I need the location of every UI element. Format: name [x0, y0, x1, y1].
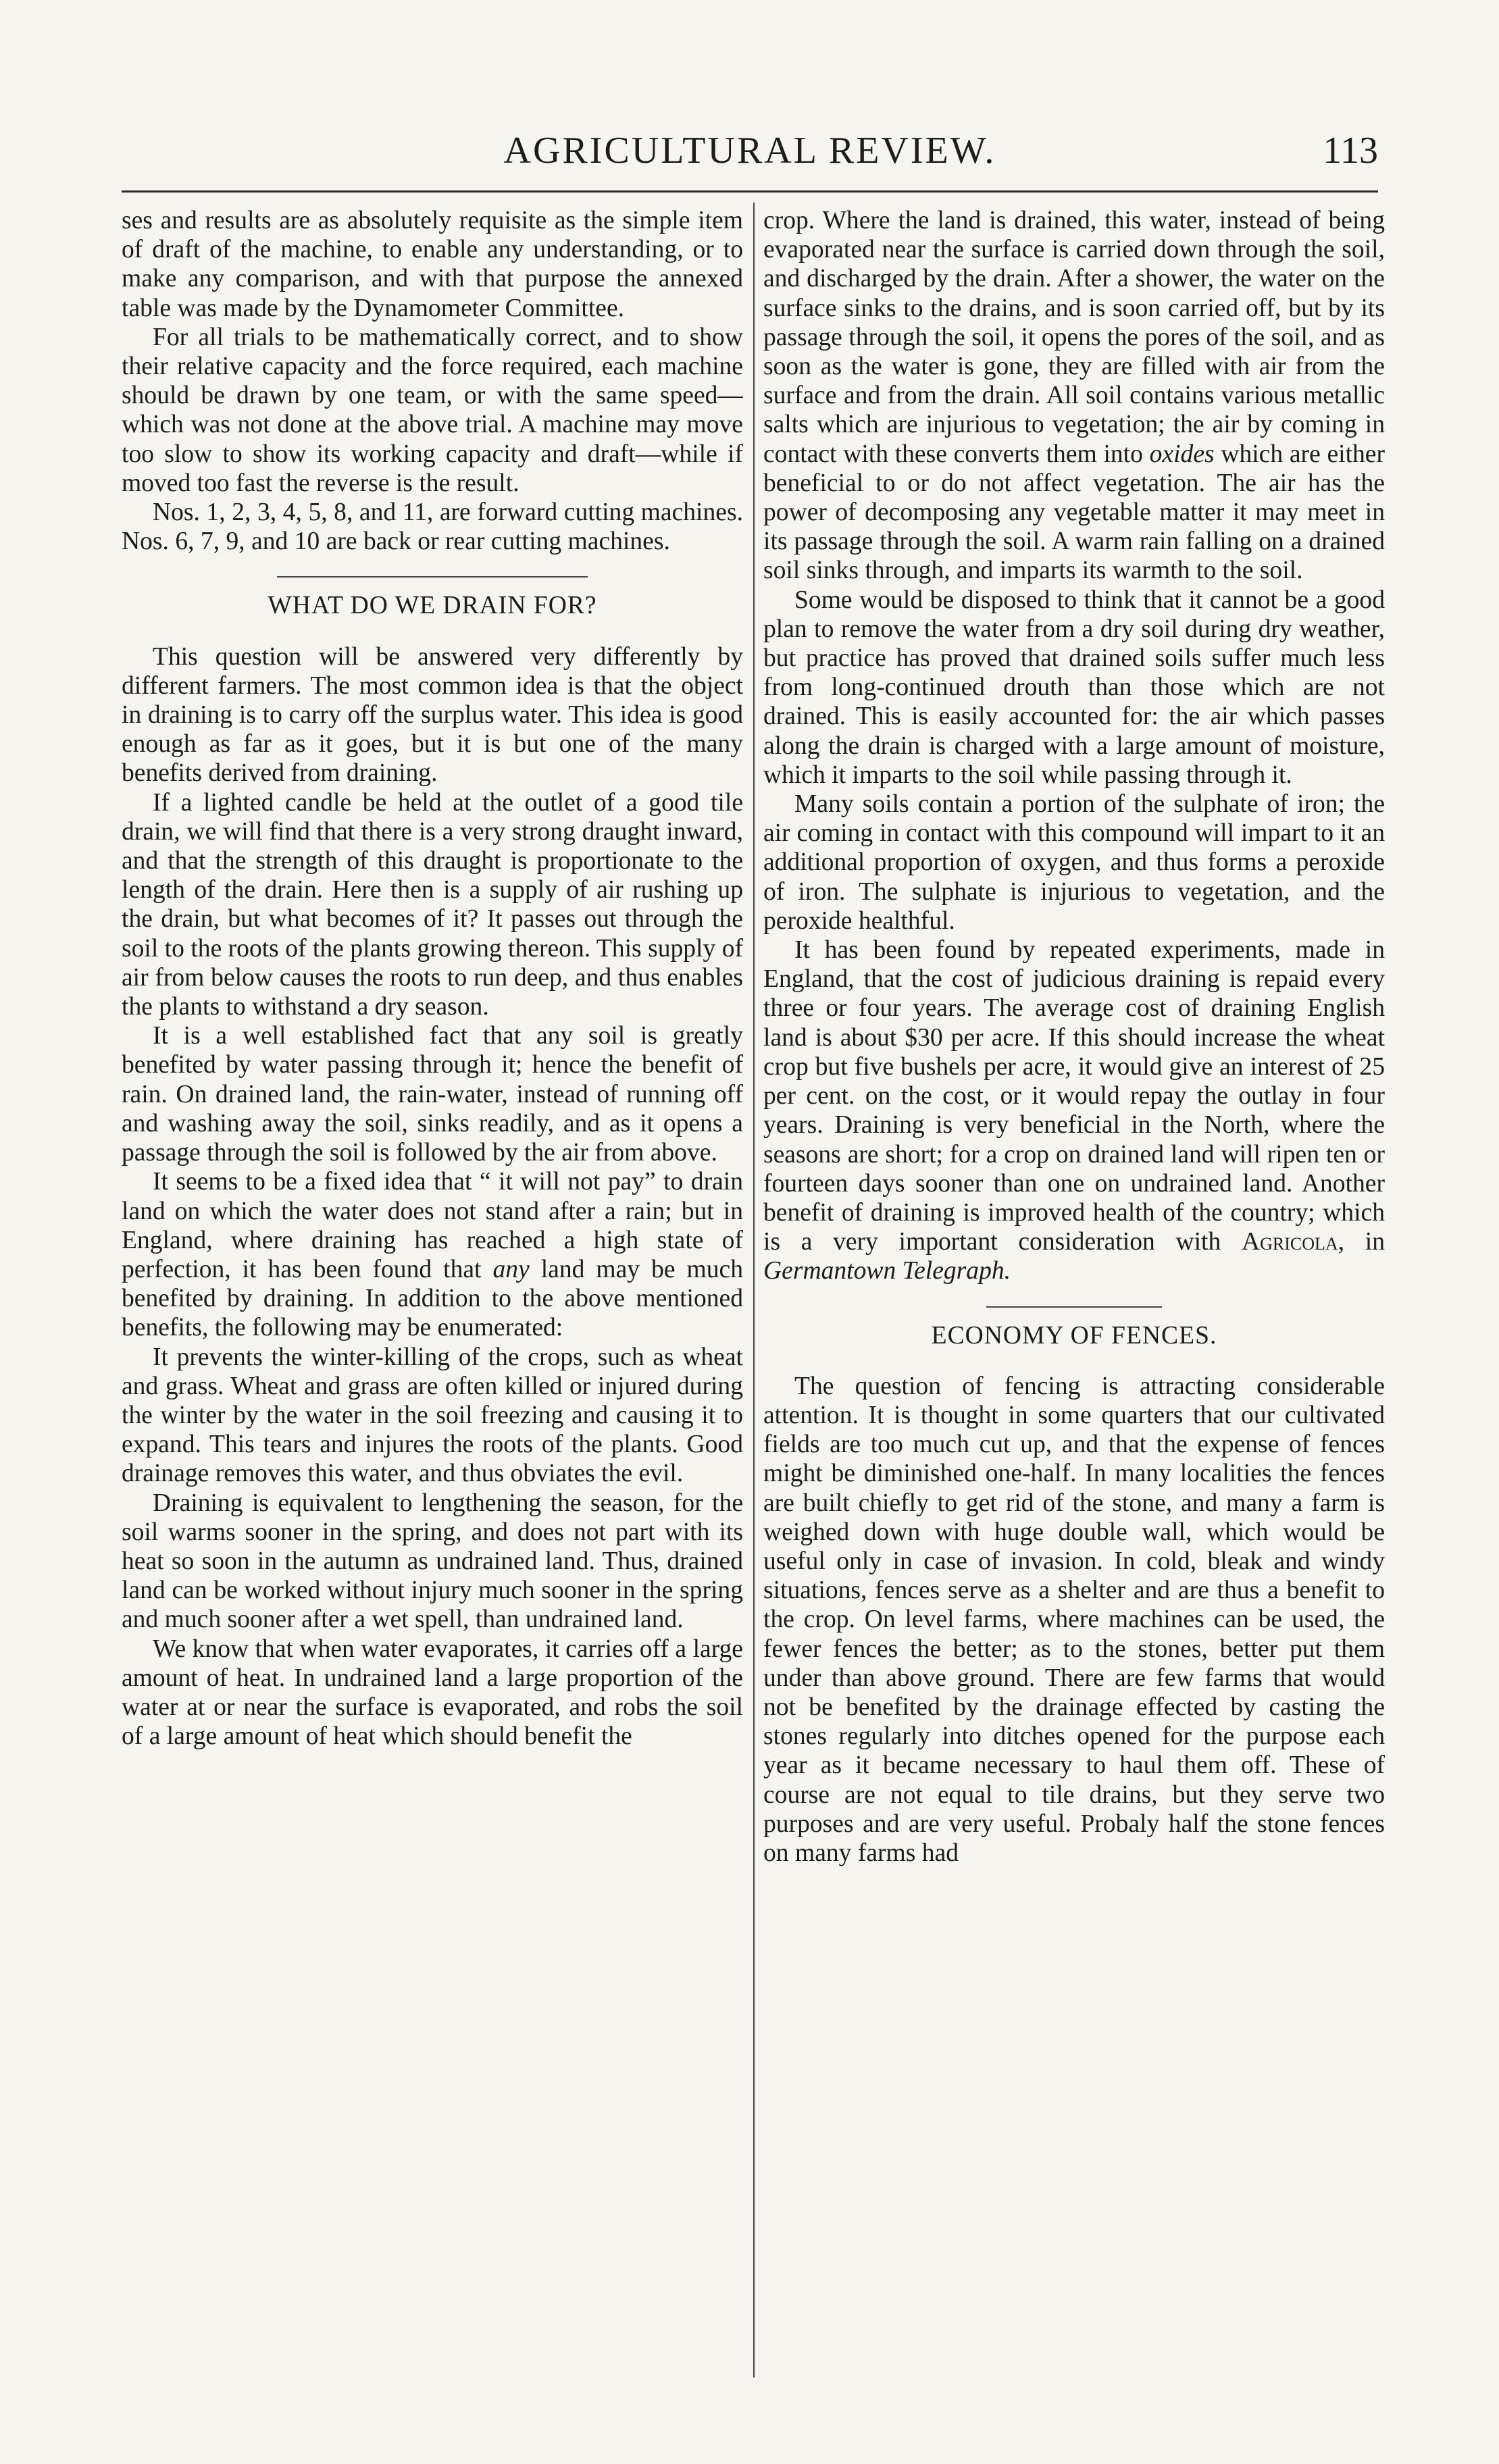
text-run: which are either beneficial to or do not affect vegetation. The air has the power of decomposing any vegetable matter it may meet in its passage through the soil. A warm rain falling on a drained soil sinks through, and imparts its warmth to the soil. [763, 440, 1385, 585]
paragraph: For all trials to be mathematically correct, and to show their relative capacity and the force required, each machine should be drawn by one team, or with the same speed—which was not done at the above trial. A machine may move too slow to show its working capacity and draft—while if moved too fast the reverse is the result. [122, 323, 743, 497]
emphasis: any [492, 1255, 530, 1283]
right-column [763, 206, 1385, 2374]
emphasis: oxides [1149, 440, 1215, 468]
paragraph: It prevents the winter-killing of the crops, such as wheat and grass. Wheat and grass are often killed or injured during the winter by the water in the soil freezing and causing it to expand. This tears and injures the roots of the plants. Good drainage removes this water, and thus obviates the evil. [122, 1343, 743, 1488]
paragraph: If a lighted candle be held at the outlet of a good tile drain, we will find that there is a very strong draught inward, and that the strength of this draught is proportionate to the length of the drain. Here then is a supply of air rushing up the drain, but what becomes of it? It passes out through the soil to the roots of the plants growing thereon. This supply of air from below causes the roots to run deep, and thus enables the plants to withstand a dry season. [122, 788, 743, 1021]
section-rule [986, 1306, 1162, 1308]
paragraph [122, 1167, 743, 1342]
paragraph [763, 935, 1385, 1285]
paragraph: Draining is equivalent to lengthening the season, for the soil warms sooner in the spring, and does not part with its heat so soon in the autumn as undrained land. Thus, drained land can be worked without injury much sooner in the spring and much sooner after a wet spell, than undrained land. [122, 1489, 743, 1634]
left-column [122, 206, 743, 2374]
section-heading-fences: ECONOMY OF FENCES. [931, 1321, 1217, 1350]
text-run: It seems to be a fixed idea that “ it will not pay” to drain land on which the water does not stand after a rain; but in England, where draining has reached a high state of perfection, it has been found that [122, 1168, 743, 1283]
paragraph: Many soils contain a portion of the sulphate of iron; the air coming in contact with this compound will impart to it an additional proportion of oxygen, and thus forms a peroxide of iron. The sulphate is injurious to vegetation, and the peroxide healthful. [763, 790, 1385, 935]
paragraph: Some would be disposed to think that it cannot be a good plan to remove the water from a dry soil during dry weather, but practice has proved that drained soils suffer much less from long-continued drouth than those which are not drained. This is easily accounted for: the air which passes along the drain is charged with a large amount of moisture, which it imparts to the soil while passing through it. [763, 586, 1385, 789]
section-heading-drain: WHAT DO WE DRAIN FOR? [268, 592, 597, 620]
author-name: Agricola [1241, 1228, 1338, 1256]
text-run: crop. Where the land is drained, this water, instead of being evaporated near the surface is carried down through the soil, and discharged by the drain. After a shower, the water on the surface sinks to the drains, and is soon carried off, but by its passage through the soil, it opens the pores of the soil, and as soon as the water is gone, they are filled with air from the surface and from the drain. All soil contains various metallic salts which are injurious to vegetation; the air by coming in contact with these converts them into [763, 207, 1385, 468]
paragraph: We know that when water evaporates, it carries off a large amount of heat. In undrained land a large proportion of the water at or near the surface is evaporated, and robs the soil of a large amount of heat which should benefit the [122, 1635, 743, 1751]
paragraph: ses and results are as absolutely requisite as the simple item of draft of the machine, to enable any understanding, or to make any comparison, and with that purpose the annexed table was made by the Dynamometer Committee. [122, 207, 743, 322]
section-rule [277, 576, 588, 578]
paragraph: The question of fencing is attracting considerable attention. It is thought in some quarters that our cultivated fields are too much cut up, and that the expense of fences might be diminished one-half. In many localities the fences are built chiefly to get rid of the stone, and many a farm is weighed down with huge double wall, which would be useful only in case of invasion. In cold, bleak and windy situations, fences serve as a shelter and are thus a benefit to the crop. On level farms, where machines can be used, the fewer fences the better; as to the stones, better put them under than above ground. There are few farms that would not be benefited by the drainage effected by casting the stones regularly into ditches opened for the purpose each year as it became necessary to haul them off. These of course are not equal to tile drains, but they serve two purposes and are very useful. Probaly half the stone fences on many farms had [763, 1372, 1385, 1867]
paragraph [763, 206, 1385, 586]
running-title: AGRICULTURAL REVIEW. [503, 130, 996, 172]
page-number: 113 [1323, 130, 1378, 172]
paragraph: This question will be answered very differently by different farmers. The most common idea is that the object in draining is to carry off the surplus water. This idea is good enough as far as it goes, but it is but one of the many benefits derived from draining. [122, 642, 743, 788]
page-header [122, 127, 1378, 181]
header-rule [122, 190, 1378, 192]
text-run: It has been found by repeated experiments, made in England, that the cost of judicious draining is repaid every three or four years. The average cost of draining English land is about $30 per acre. If this should increase the wheat crop but five bushels per acre, it would give an interest of 25 per cent. on the cost, or it would repay the outlay in four years. Draining is very beneficial in the North, where the seasons are short; for a crop on drained land will ripen ten or fourteen days sooner than one on undrained land. Another benefit of draining is improved health of the country; which is a very important consideration with [763, 936, 1385, 1256]
paragraph: It is a well established fact that any soil is greatly benefited by water passing through it; hence the benefit of rain. On drained land, the rain-water, instead of running off and washing away the soil, sinks readily, and as it opens a passage through the soil is followed by the air from above. [122, 1022, 743, 1167]
paragraph: Nos. 1, 2, 3, 4, 5, 8, and 11, are forward cutting machines. Nos. 6, 7, 9, and 10 are back or rear cutting machines. [122, 498, 743, 556]
source-citation: Germantown Telegraph. [763, 1257, 1011, 1285]
column-divider [753, 203, 755, 2378]
text-run: , in [1338, 1228, 1385, 1256]
text-run: land may be much benefited by draining. In addition to the above mentioned benefits, the following may be enumerated: [122, 1255, 743, 1342]
